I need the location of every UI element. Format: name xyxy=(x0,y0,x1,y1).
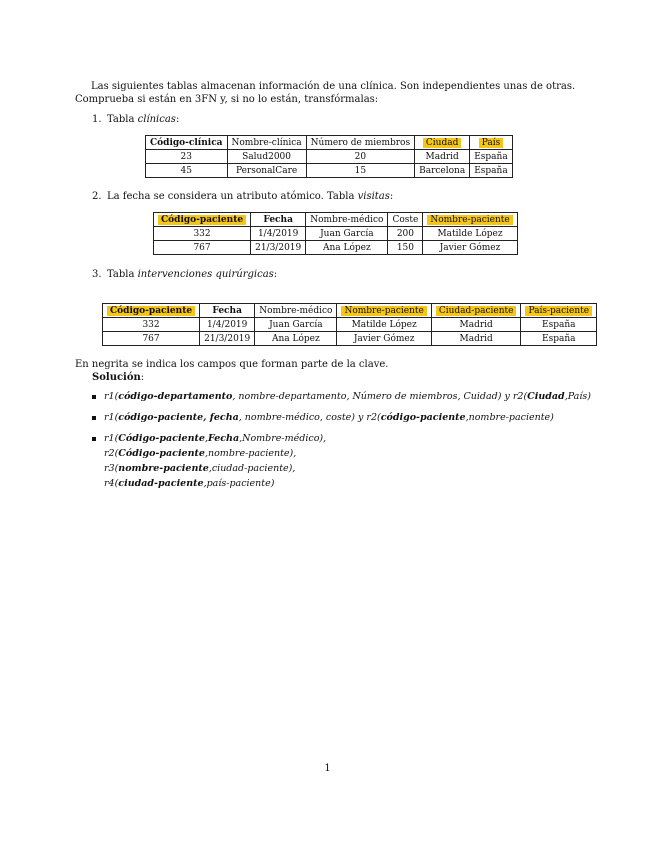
item-number: 2. xyxy=(92,191,102,202)
table-cell: Ana López xyxy=(306,241,388,255)
relation-line: r4(ciudad-paciente,país-paciente) xyxy=(104,478,275,489)
item-text: Tabla xyxy=(107,114,138,125)
key-field: código-departamento xyxy=(118,391,233,402)
highlighted-header: Ciudad xyxy=(423,138,461,148)
relation-line: r1(Código-paciente,Fecha,Nombre-médico), xyxy=(104,433,327,444)
table-cell: 21/3/2019 xyxy=(251,241,306,255)
item-table-name: clínicas xyxy=(137,114,176,125)
table-cell: Matilde López xyxy=(337,318,431,332)
solution-item-1: r1(código-departamento, nombre-departamento, Número de miembros, Cuidad) y r2(Ciudad,País) xyxy=(92,389,612,404)
table-cell: España xyxy=(521,332,597,346)
table-row xyxy=(154,241,518,255)
table-header-cell xyxy=(103,304,200,318)
bullet-icon xyxy=(92,437,96,441)
key-field: código-paciente xyxy=(380,412,466,423)
table-cell: 332 xyxy=(103,318,200,332)
highlighted-header: País-paciente xyxy=(525,306,592,316)
table-cell: Ana López xyxy=(255,332,337,346)
item-number: 1. xyxy=(92,114,102,125)
table-cell: Matilde López xyxy=(423,227,517,241)
highlighted-header: Ciudad-paciente xyxy=(436,306,517,316)
table-visitas xyxy=(153,212,518,255)
solution-list xyxy=(92,389,612,497)
table-header-cell: Nombre-clínica xyxy=(227,136,306,150)
item-text: Tabla xyxy=(107,269,138,280)
table-cell: Barcelona xyxy=(415,164,470,178)
highlighted-header: Código-paciente xyxy=(158,215,246,225)
table-header-cell xyxy=(337,304,431,318)
table-header-cell: Número de miembros xyxy=(306,136,414,150)
table-header-cell xyxy=(423,213,517,227)
table-cell: 332 xyxy=(154,227,251,241)
highlighted-header: Nombre-paciente xyxy=(341,306,426,316)
table-cell: Javier Gómez xyxy=(423,241,517,255)
table-cell: España xyxy=(470,150,512,164)
table-header-cell: Nombre-médico xyxy=(255,304,337,318)
table-cell: 45 xyxy=(146,164,228,178)
item-table-name: intervenciones quirúrgicas xyxy=(137,269,274,280)
table-cell: España xyxy=(470,164,512,178)
key-field: ciudad-paciente xyxy=(118,478,204,489)
table-cell: Salud2000 xyxy=(227,150,306,164)
table-header-cell: Coste xyxy=(388,213,423,227)
table-cell: 150 xyxy=(388,241,423,255)
table-header-cell xyxy=(521,304,597,318)
table-header-row xyxy=(154,213,518,227)
solution-heading: Solución: xyxy=(92,372,145,383)
highlighted-header: Código-paciente xyxy=(107,306,195,316)
table-header-cell xyxy=(470,136,512,150)
table-header-cell xyxy=(415,136,470,150)
table-cell: Madrid xyxy=(415,150,470,164)
table-header-row xyxy=(103,304,597,318)
key-field: nombre-paciente xyxy=(118,463,209,474)
key-field: Fecha xyxy=(207,433,240,444)
table-row xyxy=(146,150,513,164)
table-cell: Madrid xyxy=(431,318,521,332)
intro-paragraph: Las siguientes tablas almacenan información de una clínica. Son independientes unas de otras. Comprueba si están en 3FN y, si no lo están, transfórmalas: xyxy=(75,81,576,105)
item-table-name: visitas xyxy=(357,191,390,202)
table-cell: Madrid xyxy=(431,332,521,346)
item-1: 1. Tabla clínicas: xyxy=(92,114,180,125)
table-header-cell xyxy=(431,304,521,318)
bullet-icon xyxy=(92,416,96,420)
table-row xyxy=(154,227,518,241)
key-note: En negrita se indica los campos que forman parte de la clave. xyxy=(75,359,389,370)
table-cell: 21/3/2019 xyxy=(200,332,255,346)
table-cell: 20 xyxy=(306,150,414,164)
table-cell: Juan García xyxy=(255,318,337,332)
table-intervenciones xyxy=(102,303,597,346)
item-2: 2. La fecha se considera un atributo atómico. Tabla visitas: xyxy=(92,191,394,202)
table-cell: 767 xyxy=(103,332,200,346)
item-number: 3. xyxy=(92,269,102,280)
table-clinicas xyxy=(145,135,513,178)
key-field: Código-paciente xyxy=(118,448,205,459)
key-field: Ciudad xyxy=(527,391,565,402)
item-text: La fecha se considera un atributo atómico. Tabla xyxy=(107,191,358,202)
relation-line: r2(Código-paciente,nombre-paciente), xyxy=(104,448,297,459)
table-cell: 200 xyxy=(388,227,423,241)
highlighted-header: País xyxy=(479,138,504,148)
page-number: 1 xyxy=(324,763,331,774)
table-cell: 1/4/2019 xyxy=(251,227,306,241)
solution-item-2: r1(código-paciente, fecha, nombre-médico, coste) y r2(código-paciente,nombre-paciente) xyxy=(92,410,612,425)
table-cell: Javier Gómez xyxy=(337,332,431,346)
table-cell: 15 xyxy=(306,164,414,178)
table-cell: España xyxy=(521,318,597,332)
table-header-cell: Fecha xyxy=(200,304,255,318)
relation-line: r3(nombre-paciente,ciudad-paciente), xyxy=(104,463,296,474)
table-header-cell: Fecha xyxy=(251,213,306,227)
table-cell: 23 xyxy=(146,150,228,164)
table-row xyxy=(103,318,597,332)
table-row xyxy=(146,164,513,178)
key-field: Código-paciente xyxy=(118,433,205,444)
solution-item-3 xyxy=(92,431,612,491)
table-cell: 1/4/2019 xyxy=(200,318,255,332)
bullet-icon xyxy=(92,395,96,399)
item-3: 3. Tabla intervenciones quirúrgicas: xyxy=(92,269,278,280)
table-cell: PersonalCare xyxy=(227,164,306,178)
table-cell: Juan García xyxy=(306,227,388,241)
table-header-cell: Código-clínica xyxy=(146,136,228,150)
table-cell: 767 xyxy=(154,241,251,255)
key-field: código-paciente, fecha xyxy=(118,412,239,423)
table-header-row xyxy=(146,136,513,150)
highlighted-header: Nombre-paciente xyxy=(427,215,512,225)
table-header-cell xyxy=(154,213,251,227)
table-row xyxy=(103,332,597,346)
table-header-cell: Nombre-médico xyxy=(306,213,388,227)
